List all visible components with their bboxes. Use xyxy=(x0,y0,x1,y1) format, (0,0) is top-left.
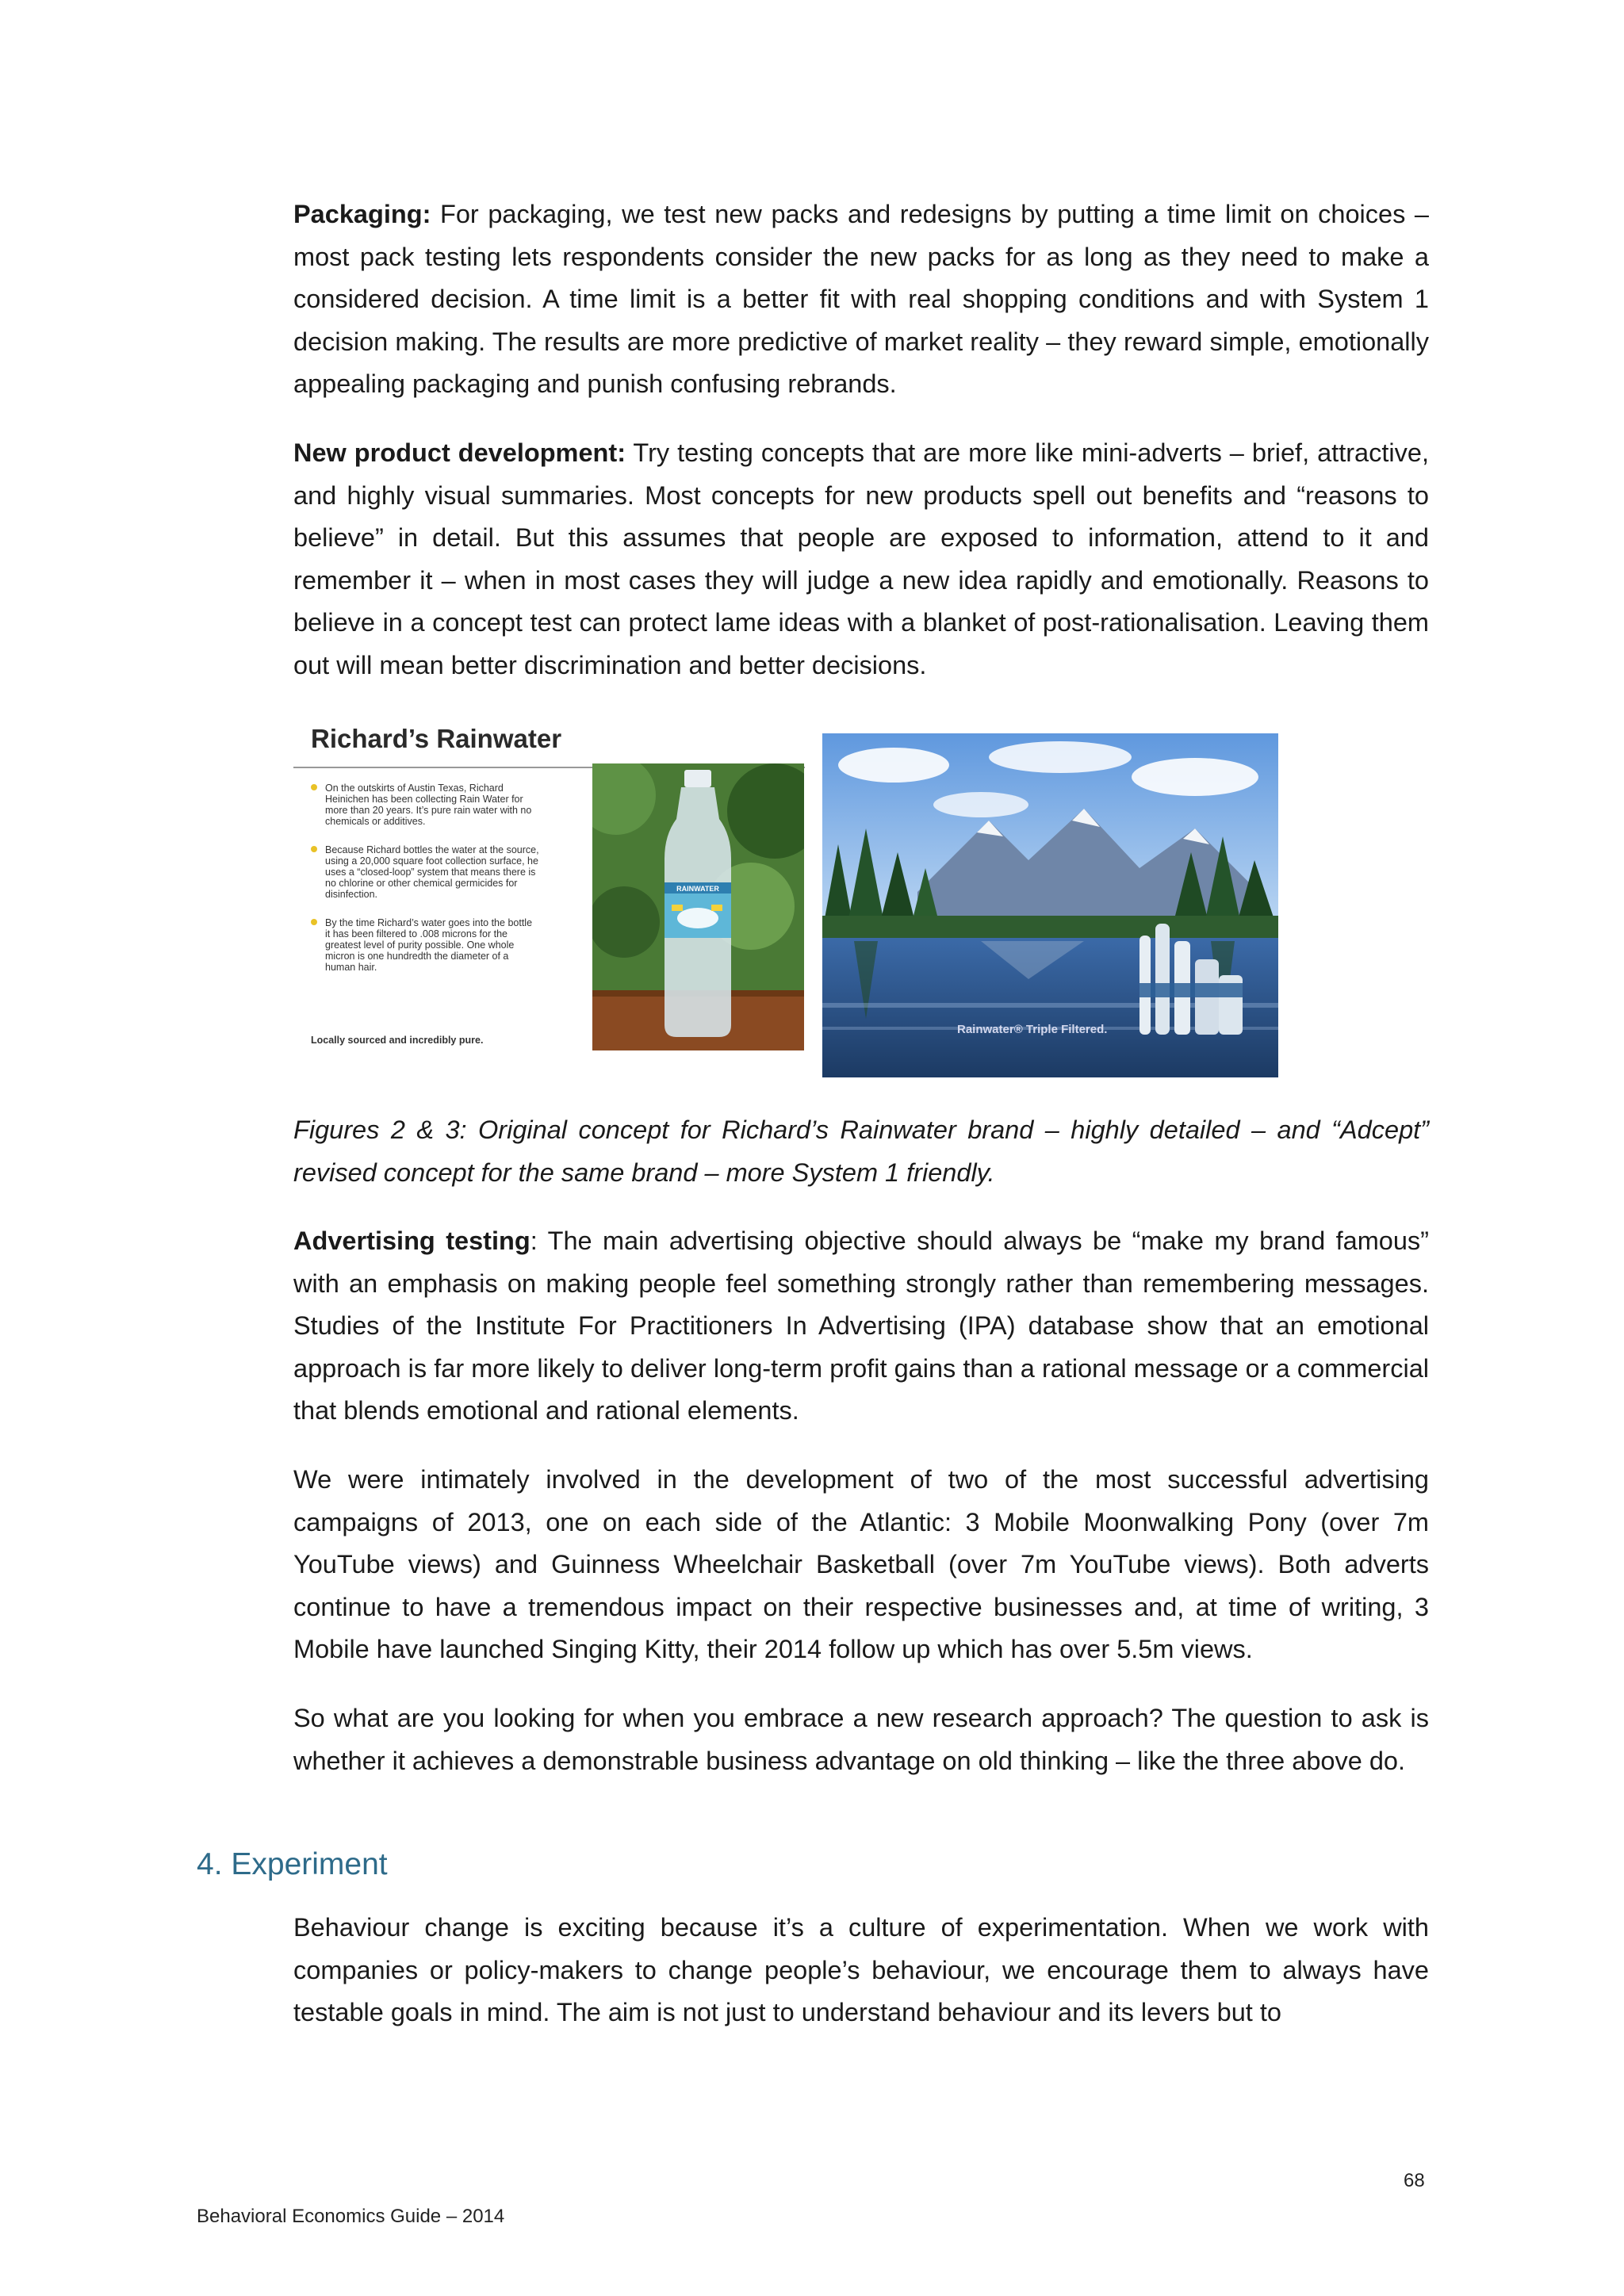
figure-title: Richard’s Rainwater xyxy=(311,724,562,753)
figure-bullet: By the time Richard’s water goes into the bottle it has been filtered to .008 microns for the greatest level of purity possible. One whole micron is one hundredth the diameter of a human hair. xyxy=(301,917,539,973)
figure-bullet-list xyxy=(301,783,539,990)
packaging-text: For packaging, we test new packs and redesigns by putting a time limit on choices – most pack testing lets respondents consider the new packs for as long as they need to make a considered decision. A time limit is a better fit with real shopping conditions and with System 1 decision making. The results are more predictive of market reality – they reward simple, emotionally appealing packaging and punish confusing rebrands. xyxy=(293,200,1429,398)
bottle-label: RAINWATER xyxy=(676,885,719,893)
advertising-label: Advertising testing xyxy=(293,1226,530,1255)
figure-bullet: Because Richard bottles the water at the source, using a 20,000 square foot collection surface, he uses a “closed-loop” system that means there is no chlorine or other chemical germicides for disinfection. xyxy=(301,844,539,900)
question-paragraph: So what are you looking for when you embrace a new research approach? The question to ask is whether it achieves a demonstrable business advantage on old thinking – like the three above do. xyxy=(293,1704,1429,1775)
npd-label: New product development: xyxy=(293,438,626,467)
figure-bullet: On the outskirts of Austin Texas, Richard Heinichen has been collecting Rain Water for more than 20 years. It’s pure rain water with no chemicals or additives. xyxy=(301,783,539,827)
advertising-paragraph xyxy=(293,1220,1429,1433)
figure-footer-text: Locally sourced and incredibly pure. xyxy=(311,1035,484,1046)
experiment-paragraph: Behaviour change is exciting because it’s a culture of experimentation. When we work with companies or policy-makers to change people’s behaviour, we encourage them to always have testable goals in mind. The aim is not just to understand behaviour and its levers but to xyxy=(293,1913,1429,2026)
packaging-paragraph xyxy=(293,193,1429,406)
bullet-dot-icon xyxy=(311,846,317,852)
npd-text: Try testing concepts that are more like mini-adverts – brief, attractive, and highly visual summaries. Most concepts for new products spell out benefits and “reasons to believe” in detail. But this assumes that people are exposed to information, attend to it and remember it – when in most cases they will judge a new idea rapidly and emotionally. Reasons to believe in a concept test can protect lame ideas with a blanket of post-rationalisation. Leaving them out will mean better discrimination and better decisions. xyxy=(293,438,1429,679)
bullet-dot-icon xyxy=(311,784,317,790)
bullet-dot-icon xyxy=(311,919,317,925)
npd-paragraph xyxy=(293,432,1429,687)
bottle-photo xyxy=(592,763,804,1050)
figure-tagline: Rainwater® Triple Filtered. xyxy=(957,1023,1108,1036)
section-heading: 4. Experiment xyxy=(197,1847,388,1881)
figure-caption: Figures 2 & 3: Original concept for Richard’s Rainwater brand – highly detailed – and “Adcept” revised concept for the same brand – more System 1 friendly. xyxy=(293,1115,1429,1187)
figure-adcept-concept xyxy=(822,733,1278,1077)
page-number: 68 xyxy=(1404,2170,1425,2191)
advertising-text: : The main advertising objective should always be “make my brand famous” with an emphasis on making people feel something strongly rather than remembering messages. Studies of the Institute For Practitioners In Advertising (IPA) database show that an emotional approach is far more likely to deliver long-term profit gains than a rational message or a commercial that blends emotional and rational elements. xyxy=(293,1226,1429,1425)
figure-original-concept xyxy=(293,718,805,1050)
footer-title: Behavioral Economics Guide – 2014 xyxy=(197,2206,505,2227)
packaging-label: Packaging: xyxy=(293,200,431,228)
campaigns-paragraph: We were intimately involved in the development of two of the most successful advertising campaigns of 2013, one on each side of the Atlantic: 3 Mobile Moonwalking Pony (over 7m YouTube views) and Guinness Wheelchair Basketball (over 7m YouTube views). Both adverts continue to have a tremendous impact on their respective businesses and, at time of writing, 3 Mobile have launched Singing Kitty, their 2014 follow up which has over 5.5m views. xyxy=(293,1465,1429,1663)
